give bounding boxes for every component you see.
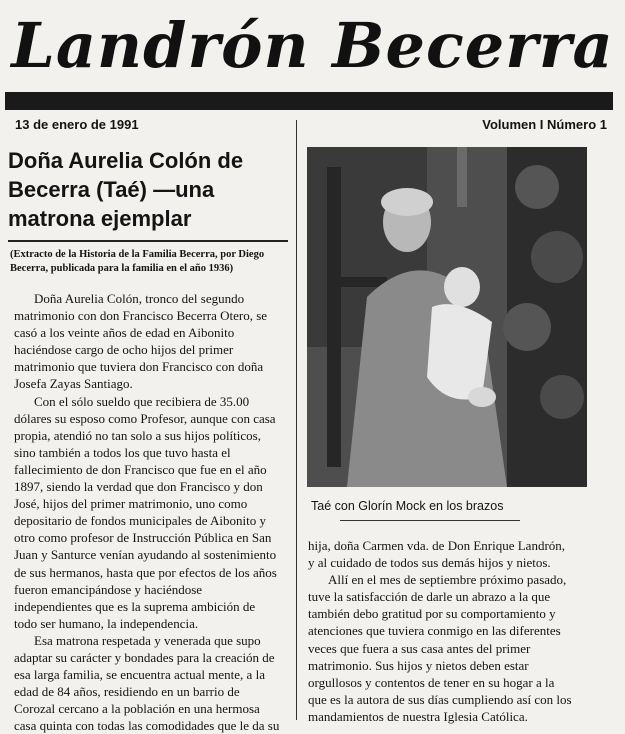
text-line: fallecimiento de don Francisco que fue en el año xyxy=(14,461,267,477)
text-line: veces que fuera a sus casa antes del primer xyxy=(308,640,531,656)
text-line: esa larga familia, se encuentra actual mente, a la xyxy=(14,667,265,683)
text-line: matrimonio con don Francisco Becerra Otero, se xyxy=(14,308,268,324)
text-line: casa quinta con todas las comodidades que le da su xyxy=(14,718,280,734)
text-line: José, hijos del primer matrimonio, uno como xyxy=(14,496,248,512)
masthead-title: Landrón Becerra xyxy=(11,9,614,82)
text-line: todo ser humano, la independencia. xyxy=(14,615,199,631)
text-line: depositario de fondos municipales de Aibonito y xyxy=(14,513,267,529)
masthead-rule xyxy=(5,92,613,110)
text-line: orgullosos y contentos de tener en su hogar a la xyxy=(308,674,555,690)
text-line: matrimonio. Sus hijos y nietos deben estar xyxy=(308,657,529,673)
text-line: Juan y Santurce venían ayudando al sostenimiento xyxy=(14,547,277,563)
photo-caption: Taé con Glorín Mock en los brazos xyxy=(311,499,504,513)
issue-date: 13 de enero de 1991 xyxy=(15,117,139,132)
text-line: hija, doña Carmen vda. de Don Enrique Landrón, xyxy=(308,538,566,553)
caption-rule xyxy=(340,520,520,521)
text-line: Con el sólo sueldo que recibiera de 35.00 xyxy=(34,393,250,409)
text-line: atenciones que tuviera conmigo en las diferentes xyxy=(308,623,561,639)
text-line: adaptar su carácter y bondades para la creación de xyxy=(14,649,275,665)
text-line: haciéndose cargo de ocho hijos del primer xyxy=(14,342,234,358)
text-line: de sus hermanos, hasta que por efectos de los años xyxy=(14,564,277,580)
text-line: también debo gratitud por su comportamiento y xyxy=(308,606,556,622)
text-line: que es la autora de sus días cumpliendo así con los xyxy=(308,691,572,707)
text-line: 1897, siendo la verdad que don Francisco y don xyxy=(14,479,263,495)
text-line: casó a los veinte años de edad en Aibonito xyxy=(14,325,235,341)
article-headline xyxy=(8,146,298,233)
text-line: edad de 84 años, residiendo en un barrio de xyxy=(14,684,240,700)
article-right-column xyxy=(308,537,590,725)
text-line: fueron emancipándose y haciéndose xyxy=(14,581,203,597)
text-line: dólares su esposo como Profesor, aunque con casa xyxy=(14,410,276,426)
headline-rule xyxy=(8,240,288,242)
issue-volume: Volumen I Número 1 xyxy=(482,117,607,132)
headline-line: matrona ejemplar xyxy=(8,206,192,231)
text-line: Josefa Zayas Santiago. xyxy=(14,376,133,392)
extract-note xyxy=(10,248,290,276)
text-line: independientes que es la suprema ambición de xyxy=(14,598,256,614)
headline-line: Becerra (Taé) —una xyxy=(8,177,215,202)
text-line: mandamientos de nuestra Iglesia Católica. xyxy=(308,708,528,724)
extract-line: (Extracto de la Historia de la Familia Becerra, por Diego xyxy=(10,249,265,260)
text-line: otro como profesor de Instrucción Pública en San xyxy=(14,530,272,546)
text-line: propia, atendió no tan solo a sus hijos políticos, xyxy=(14,427,261,443)
text-line: Esa matrona respetada y venerada que supo xyxy=(34,632,261,648)
article-left-column xyxy=(14,290,292,734)
text-line: Doña Aurelia Colón, tronco del segundo xyxy=(34,291,245,306)
text-line: tuve la satisfacción de darle un abrazo a la que xyxy=(308,589,551,605)
text-line: Corozal cercano a la población en una hermosa xyxy=(14,701,260,717)
portrait-photo xyxy=(307,147,587,487)
extract-line: Becerra, publicada para la familia en el año 1936) xyxy=(10,263,234,274)
headline-line: Doña Aurelia Colón de xyxy=(8,148,244,173)
text-line: y al cuidado de todos sus demás hijos y nietos. xyxy=(308,555,551,571)
text-line: Allí en el mes de septiembre próximo pasado, xyxy=(328,572,567,588)
text-line: sino también a todos los que tuvo hasta el xyxy=(14,444,231,460)
text-line: matrimonio que tuviera don Francisco con doña xyxy=(14,359,264,375)
